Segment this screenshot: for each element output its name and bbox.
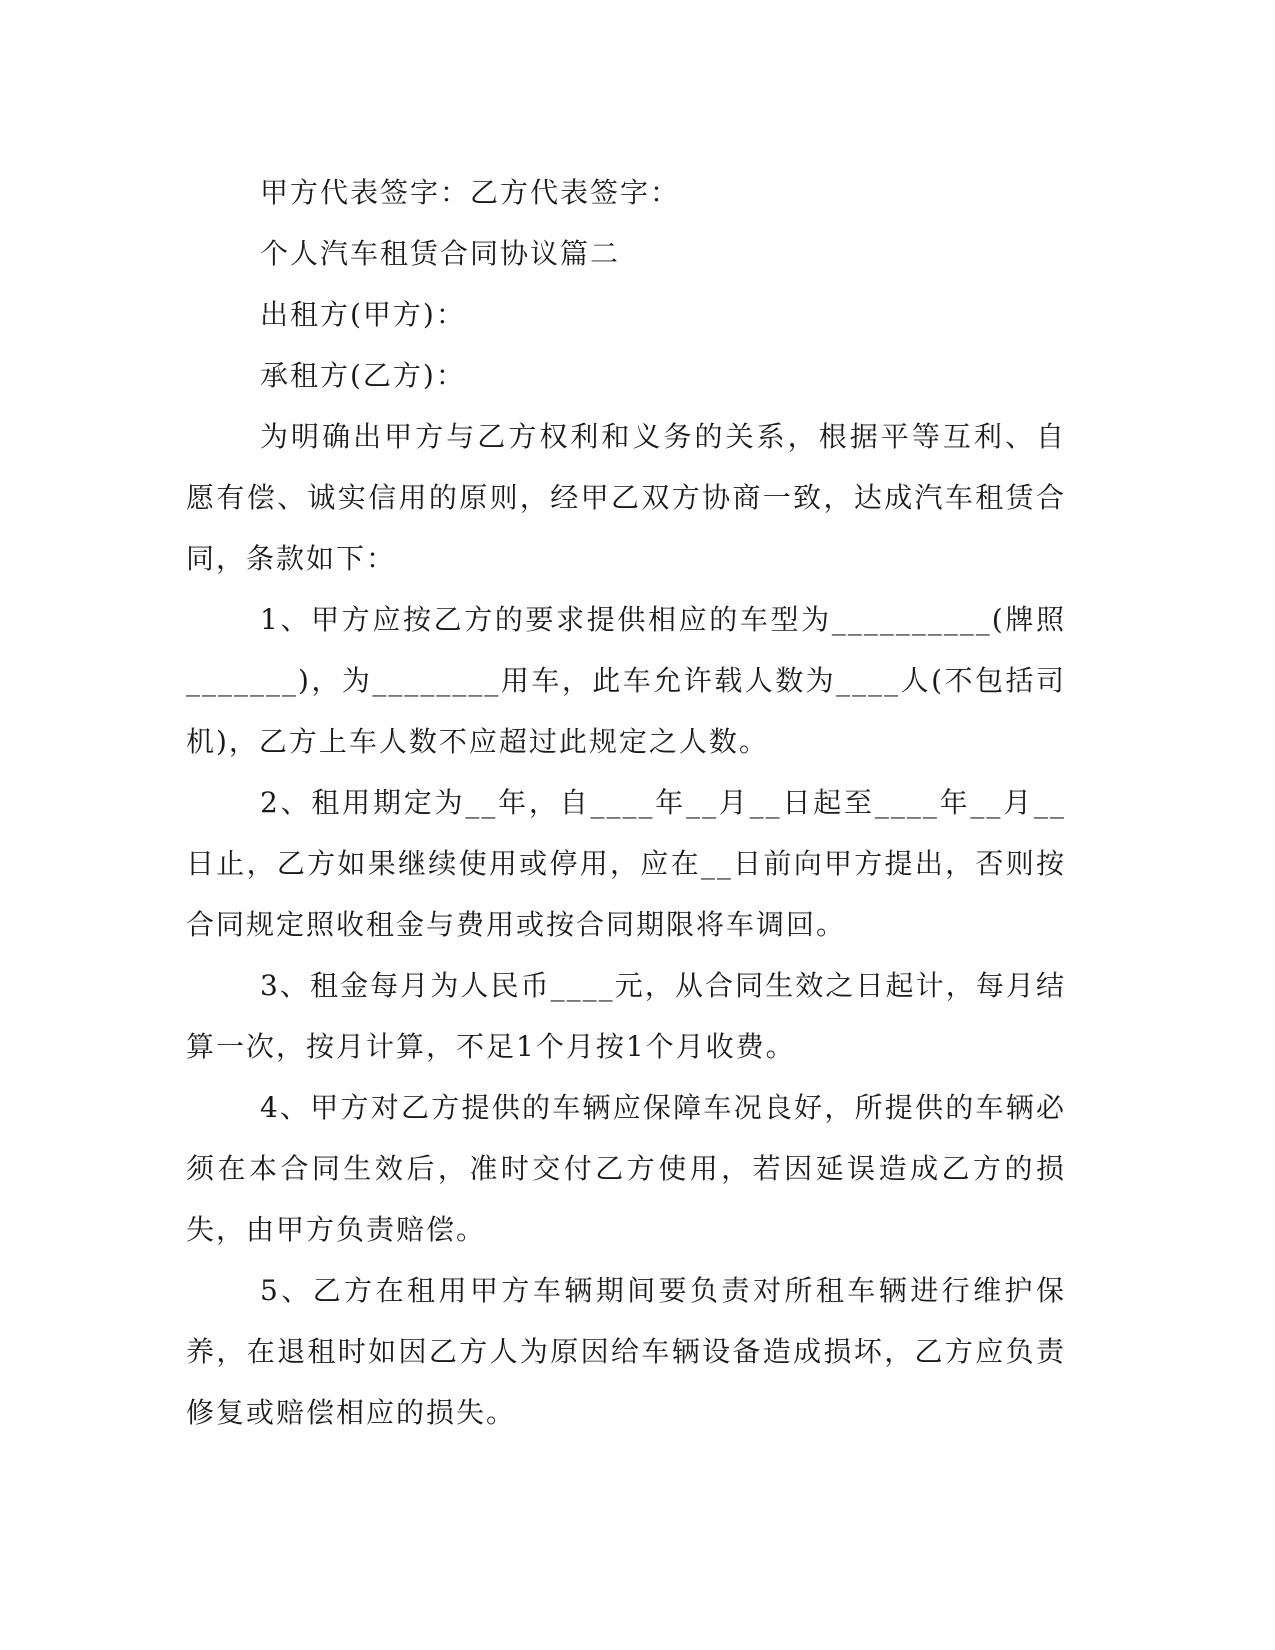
clause-2: 2、租用期定为__年，自____年__月__日起至____年__月__日止，乙方如果继续使用或停用，应在__日前向甲方提出，否则按合同规定照收租金与费用或按合同期限将车调回。 [186,786,1066,941]
signature-line: 甲方代表签字：乙方代表签字： [260,176,681,209]
lessee-line: 承租方(乙方)： [260,359,466,392]
clause-5: 5、乙方在租用甲方车辆期间要负责对所租车辆进行维护保养，在退租时如因乙方人为原因给车辆设备造成损坏，乙方应负责修复或赔偿相应的损失。 [186,1274,1066,1429]
clause-4: 4、甲方对乙方提供的车辆应保障车况良好，所提供的车辆必须在本合同生效后，准时交付乙方使用，若因延误造成乙方的损失，由甲方负责赔偿。 [186,1091,1066,1246]
clause-3: 3、租金每月为人民币____元，从合同生效之日起计，每月结算一次，按月计算，不足1个月按1个月收费。 [186,969,1066,1063]
document-body [186,162,1066,1443]
section-title: 个人汽车租赁合同协议篇二 [260,237,621,270]
clause-1: 1、甲方应按乙方的要求提供相应的车型为__________(牌照_______)，为________用车，此车允许载人数为____人(不包括司机)，乙方上车人数不应超过此规定之人数。 [186,603,1066,758]
preamble-paragraph: 为明确出甲方与乙方权利和义务的关系，根据平等互利、自愿有偿、诚实信用的原则，经甲乙双方协商一致，达成汽车租赁合同，条款如下： [186,420,1066,575]
lessor-line: 出租方(甲方)： [260,298,466,331]
